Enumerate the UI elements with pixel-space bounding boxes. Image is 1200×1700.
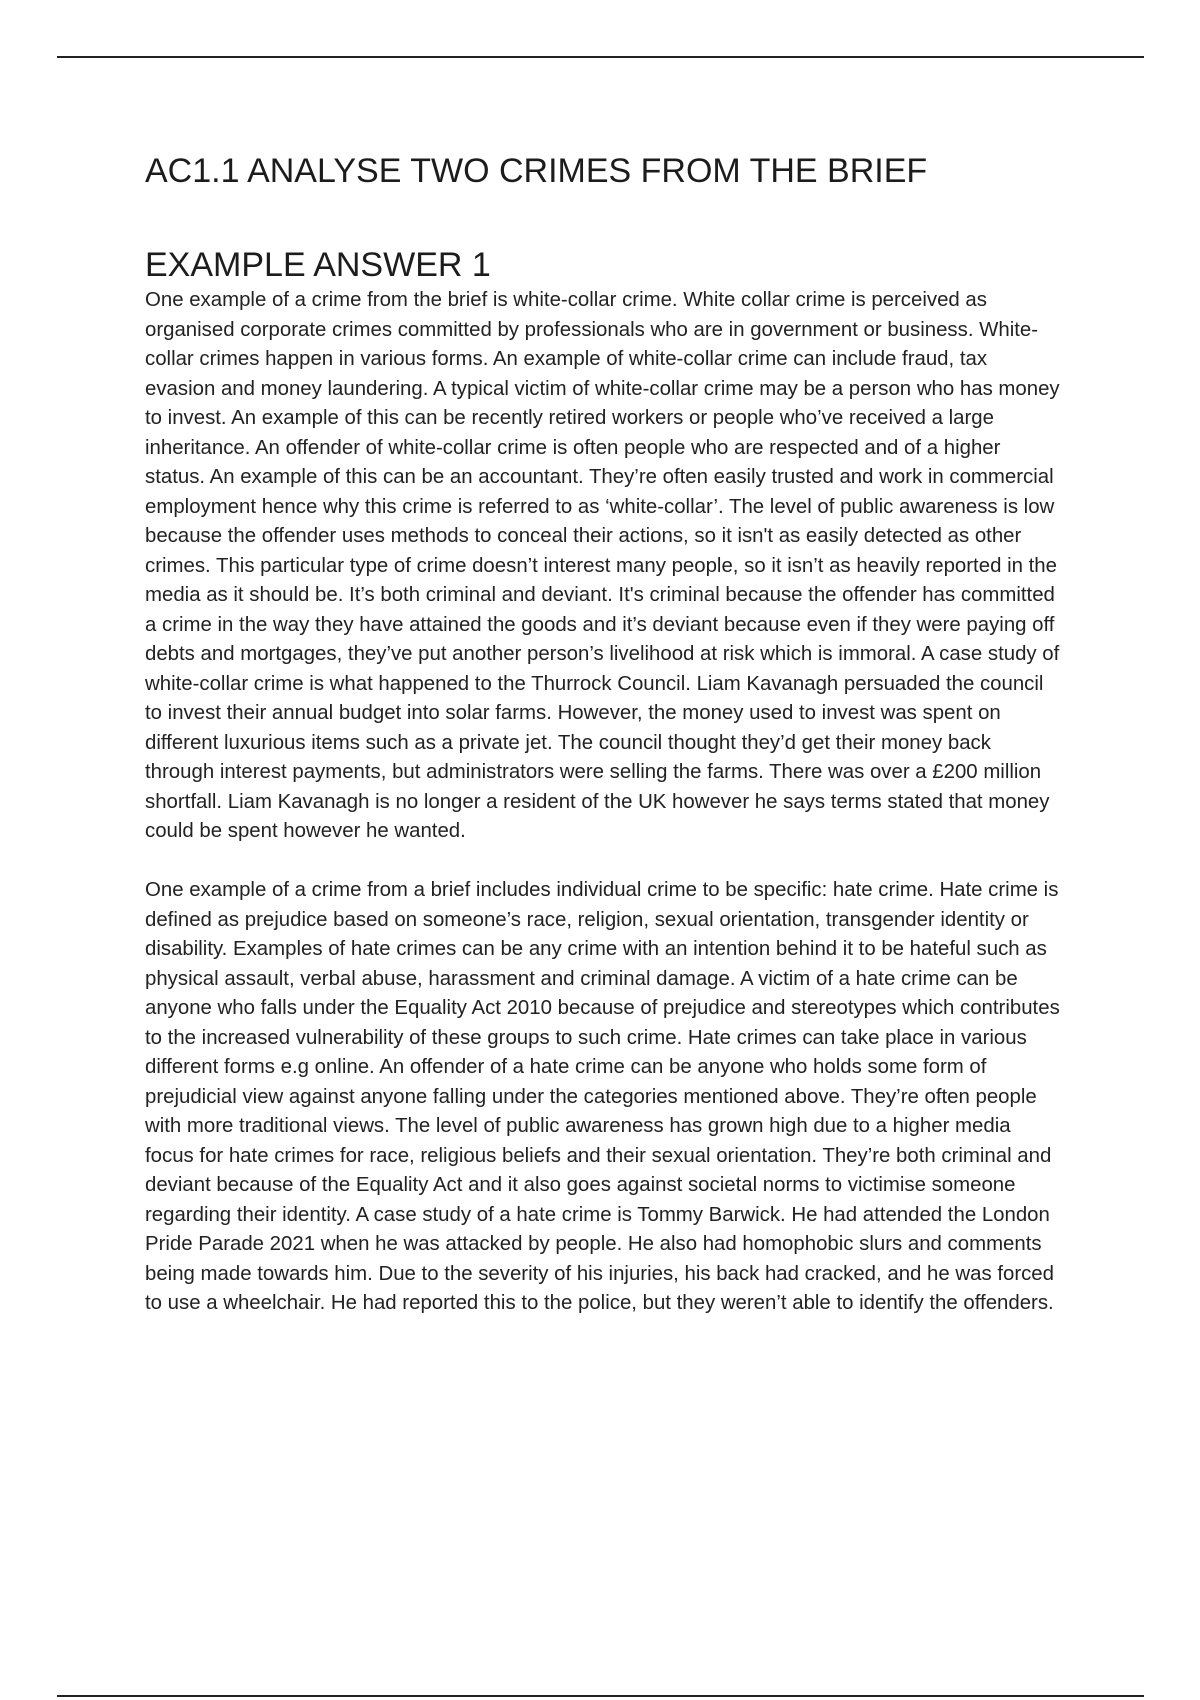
page-title: AC1.1 ANALYSE TWO CRIMES FROM THE BRIEF — [145, 152, 928, 190]
footer-rule — [57, 1695, 1144, 1697]
header-rule — [57, 56, 1144, 58]
document-body — [145, 150, 1060, 1319]
paragraph-white-collar-crime: One example of a crime from the brief is white-collar crime. White collar crime is perceived as organised corporate crimes committed by professionals who are in government or business. White-collar crimes happen in various forms. An example of white-collar crime can include fraud, tax evasion and money laundering. A typical victim of white-collar crime may be a person who has money to invest. An example of this can be recently retired workers or people who’ve received a large inheritance. An offender of white-collar crime is often people who are respected and of a higher status. An example of this can be an accountant. They’re often easily trusted and work in commercial employment hence why this crime is referred to as ‘white-collar’. The level of public awareness is low because the offender uses methods to conceal their actions, so it isn't as easily detected as other crimes. This particular type of crime doesn’t interest many people, so it isn’t as heavily reported in the media as it should be. It’s both criminal and deviant. It's criminal because the offender has committed a crime in the way they have attained the goods and it’s deviant because even if they were paying off debts and mortgages, they’ve put another person’s livelihood at risk which is immoral. A case study of white-collar crime is what happened to the Thurrock Council. Liam Kavanagh persuaded the council to invest their annual budget into solar farms. However, the money used to invest was spent on different luxurious items such as a private jet. The council thought they’d get their money back through interest payments, but administrators were selling the farms. There was over a £200 million shortfall. Liam Kavanagh is no longer a resident of the UK however he says terms stated that money could be spent however he wanted. — [145, 289, 1060, 842]
section-heading: EXAMPLE ANSWER 1 — [145, 246, 491, 284]
paragraph-hate-crime: One example of a crime from a brief includes individual crime to be specific: hate crime. Hate crime is defined as prejudice based on someone’s race, religion, sexual orientation, transgender identity or disability. Examples of hate crimes can be any crime with an intention behind it to be hateful such as physical assault, verbal abuse, harassment and criminal damage. A victim of a hate crime can be anyone who falls under the Equality Act 2010 because of prejudice and stereotypes which contributes to the increased vulnerability of these groups to such crime. Hate crimes can take place in various different forms e.g online. An offender of a hate crime can be anyone who holds some form of prejudicial view against anyone falling under the categories mentioned above. They’re often people with more traditional views. The level of public awareness has grown high due to a higher media focus for hate crimes for race, religious beliefs and their sexual orientation. They’re both criminal and deviant because of the Equality Act and it also goes against societal norms to victimise someone regarding their identity. A case study of a hate crime is Tommy Barwick. He had attended the London Pride Parade 2021 when he was attacked by people. He also had homophobic slurs and comments being made towards him. Due to the severity of his injuries, his back had cracked, and he was forced to use a wheelchair. He had reported this to the police, but they weren’t able to identify the offenders. — [145, 879, 1060, 1314]
